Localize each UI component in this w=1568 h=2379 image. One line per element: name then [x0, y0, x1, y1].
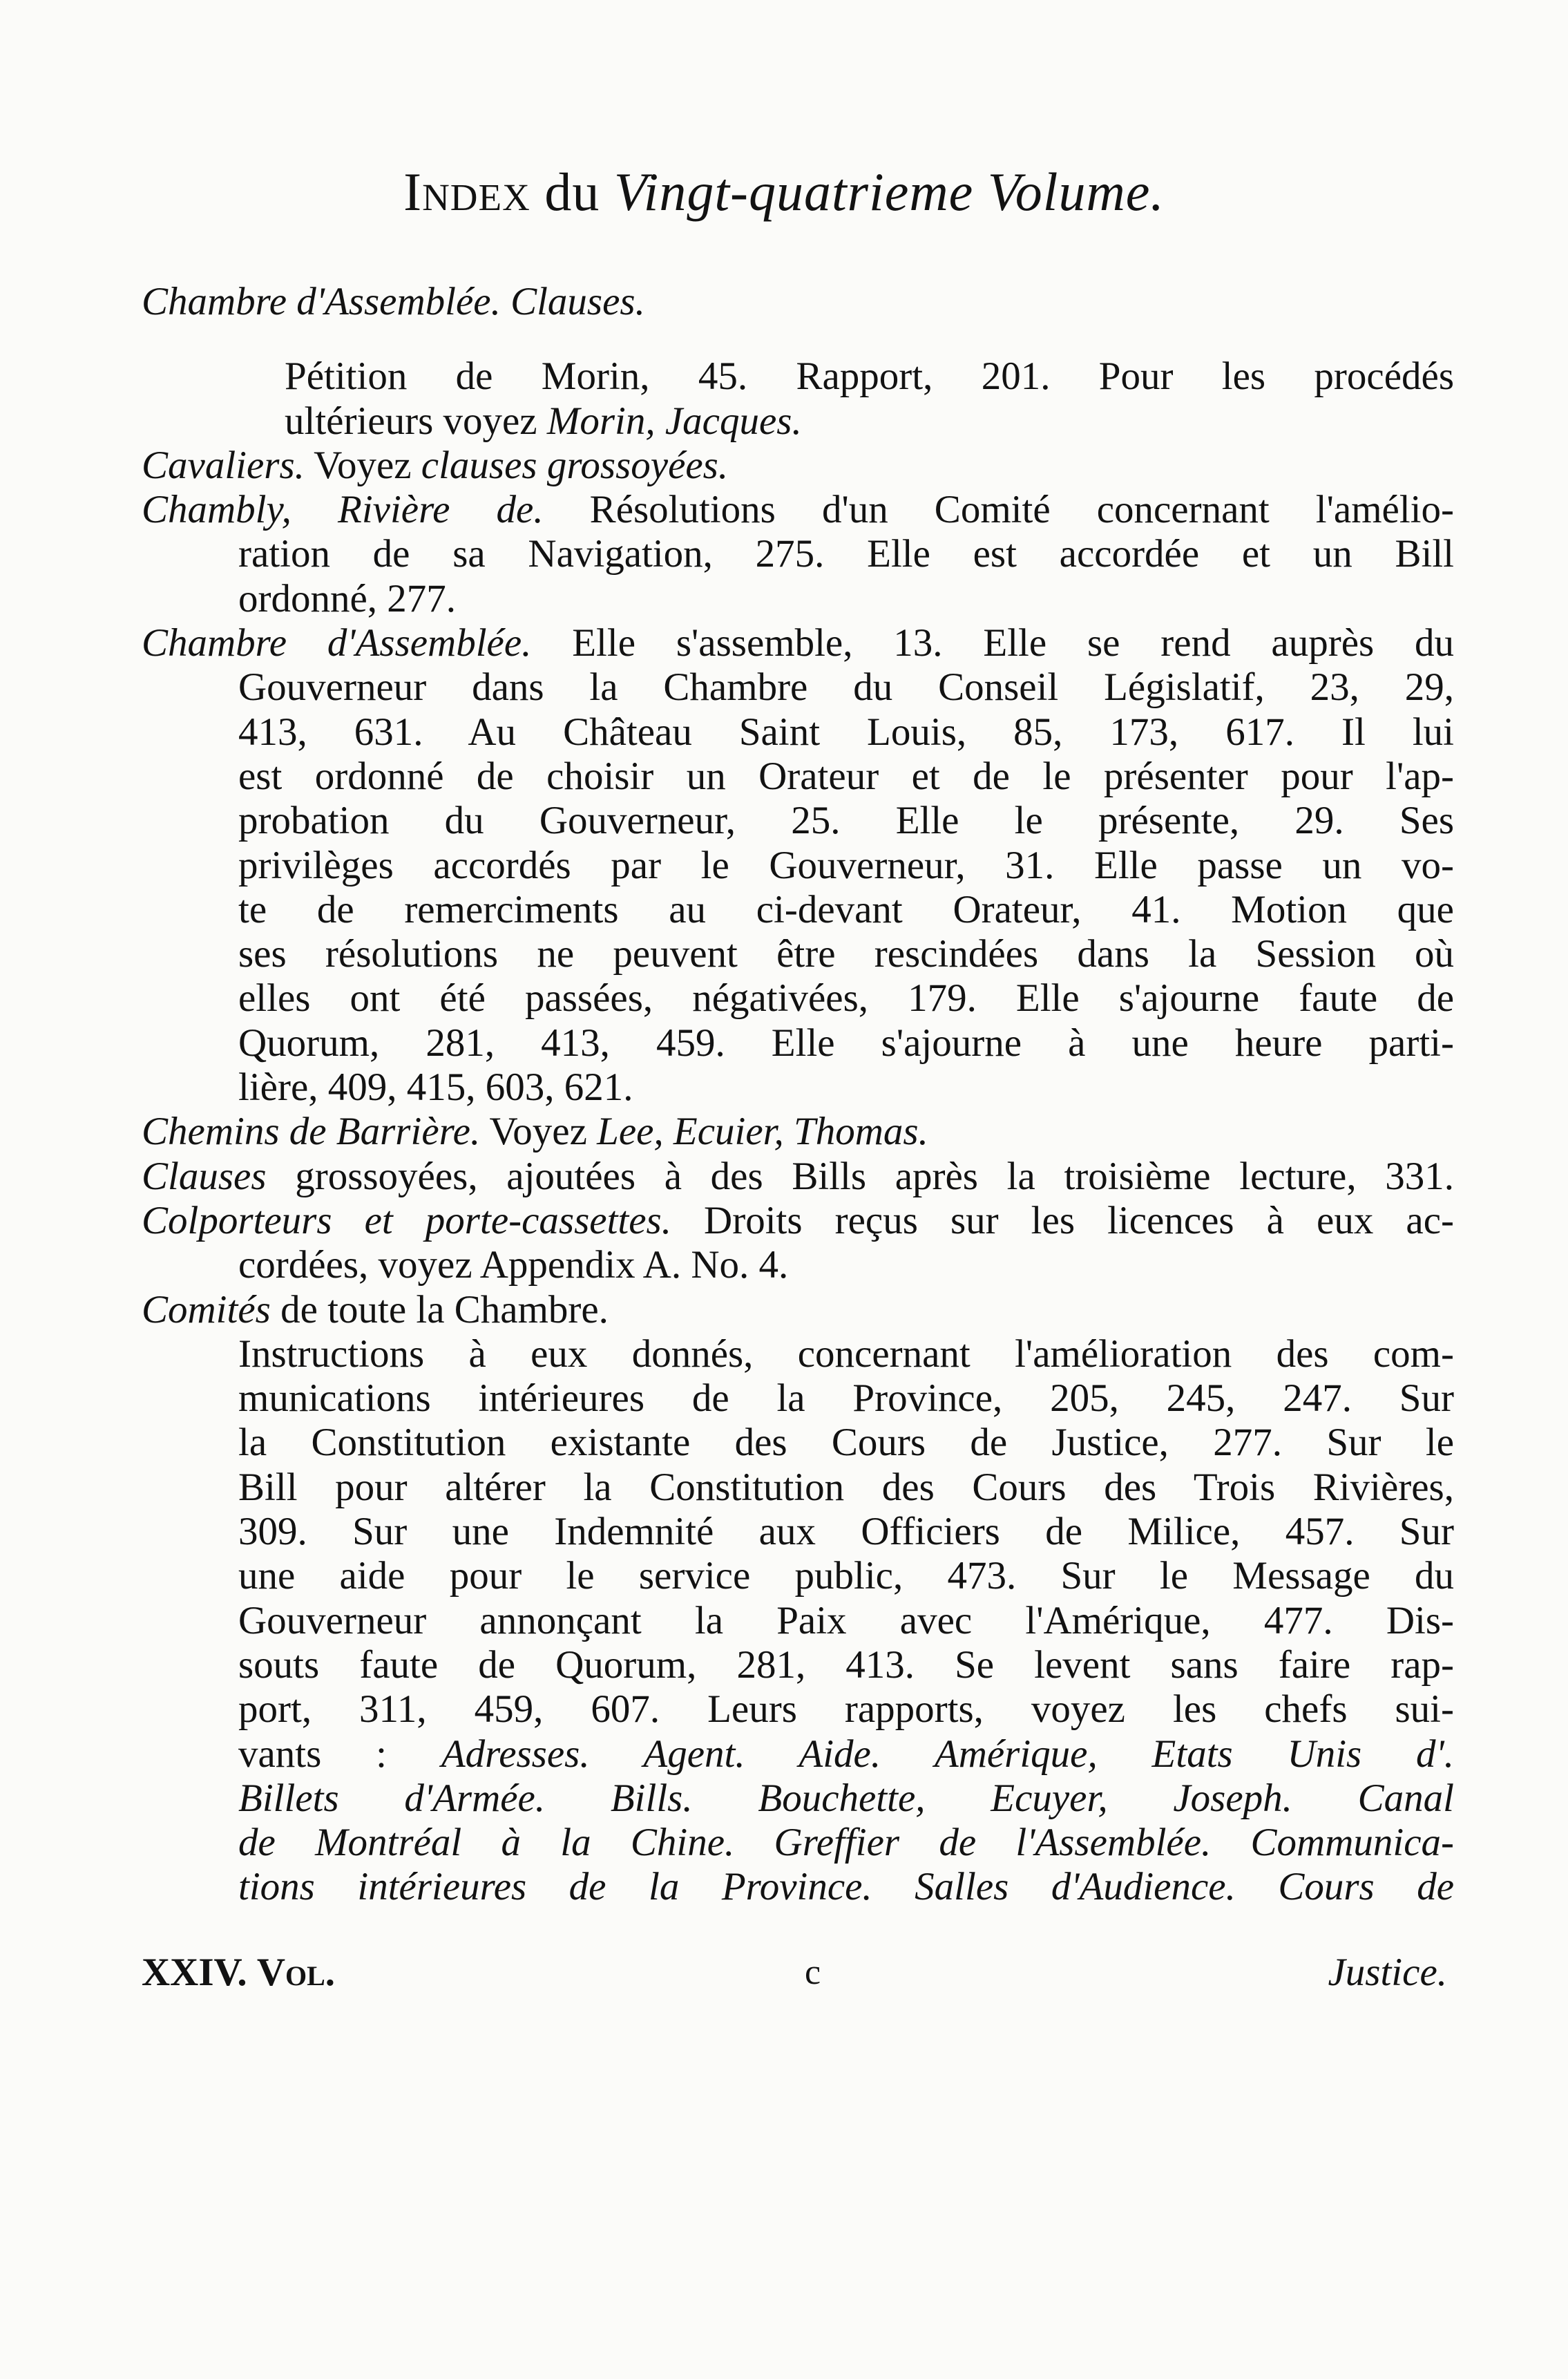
index-line [142, 1243, 1454, 1287]
index-line [142, 1421, 1454, 1465]
index-term-italic: Cavaliers. [142, 443, 305, 487]
index-term-italic: Chemins de Barrière. [142, 1110, 481, 1154]
index-text: Résolutions d'un Comité concernant l'amélio- [543, 488, 1454, 532]
index-text: Gouverneur annonçant la Paix avec l'Amérique, 477. Dis- [238, 1598, 1454, 1642]
index-term-italic: Chambly, Rivière de. [142, 488, 544, 532]
index-line [142, 532, 1454, 576]
signature-volume-number: XXIV. [142, 1951, 247, 1994]
index-line [142, 1865, 1454, 1909]
index-line [142, 710, 1454, 755]
index-line [142, 621, 1454, 665]
index-text: la Constitution existante des Cours de Justice, 277. Sur le [238, 1421, 1454, 1465]
index-line [142, 1776, 1454, 1821]
index-line [142, 1554, 1454, 1598]
index-text: ration de sa Navigation, 275. Elle est accordée et un Bill [238, 532, 1454, 576]
index-term-italic: Morin, Jacques. [546, 399, 802, 443]
index-line [142, 1021, 1454, 1065]
index-text: Droits reçus sur les licences à eux ac- [671, 1198, 1454, 1242]
index-term-italic: Comités [142, 1287, 271, 1331]
index-line [142, 1155, 1454, 1199]
title-word-index: Index [403, 162, 530, 222]
index-line [142, 799, 1454, 843]
index-line [142, 1110, 1454, 1154]
signature-volume-label: Vol. [256, 1951, 336, 1994]
index-term-italic: tions intérieures de la Province. Salles d'Audience. Cours de [238, 1865, 1454, 1909]
index-line [142, 577, 1454, 621]
index-text: Elle s'assemble, 13. Elle se rend auprès du [531, 621, 1454, 665]
index-text: ses résolutions ne peuvent être rescindées dans la Session où [238, 932, 1454, 976]
index-text: ordonné, 277. [238, 576, 457, 620]
index-text: Voyez [480, 1110, 597, 1154]
index-text: Voyez [304, 443, 421, 487]
index-term-italic: Lee, Ecuier, Thomas. [597, 1110, 928, 1154]
index-term-italic: Billets d'Armée. Bills. Bouchette, Ecuyer, Joseph. Canal [238, 1776, 1454, 1820]
index-line [142, 1599, 1454, 1643]
index-text: grossoyées, ajoutées à des Bills après la troisième lecture, 331. [266, 1154, 1454, 1198]
index-line [142, 1821, 1454, 1865]
index-text: 309. Sur une Indemnité aux Officiers de Milice, 457. Sur [238, 1510, 1454, 1554]
index-text: privilèges accordés par le Gouverneur, 31. Elle passe un vo- [238, 843, 1454, 887]
index-text: de toute la Chambre. [270, 1287, 609, 1331]
index-line [142, 1643, 1454, 1687]
gathering-mark: c [805, 1953, 821, 1992]
index-line [142, 755, 1454, 799]
index-text: probation du Gouverneur, 25. Elle le présente, 29. Ses [238, 799, 1454, 843]
index-line [142, 844, 1454, 888]
title-word-vingt-quatrieme: Vingt-quatrieme [613, 162, 974, 222]
index-text: Pétition de Morin, 45. Rapport, 201. Pour les procédés [285, 354, 1454, 399]
index-line [142, 488, 1454, 532]
index-text: te de remerciments au ci-devant Orateur, 41. Motion que [238, 887, 1454, 931]
index-line [142, 1510, 1454, 1554]
page-title [0, 158, 1568, 227]
index-text: Bill pour altérer la Constitution des Cours des Trois Rivières, [238, 1465, 1454, 1509]
index-line [142, 932, 1454, 976]
index-line [142, 399, 1454, 444]
index-term-italic: Adresses. Agent. Aide. Amérique, Etats Unis d'. [441, 1732, 1454, 1776]
index-line [142, 1288, 1454, 1332]
index-text: Quorum, 281, 413, 459. Elle s'ajourne à une heure parti- [238, 1021, 1454, 1065]
index-text: souts faute de Quorum, 281, 413. Se levent sans faire rap- [238, 1642, 1454, 1687]
signature-mark [142, 1951, 335, 1995]
index-line [142, 888, 1454, 932]
index-text: lière, 409, 415, 603, 621. [238, 1065, 633, 1110]
index-term-italic: Clauses [142, 1154, 267, 1198]
index-line [142, 976, 1454, 1021]
index-line [142, 1466, 1454, 1510]
index-line [142, 1065, 1454, 1110]
title-word-volume: Volume. [987, 162, 1165, 222]
index-term-italic: Chambre d'Assemblée. Clauses. [142, 280, 645, 323]
index-text: vants : [238, 1732, 441, 1776]
index-text: 413, 631. Au Château Saint Louis, 85, 173, 617. Il lui [238, 710, 1454, 754]
index-text: est ordonné de choisir un Orateur et de le présenter pour l'ap- [238, 754, 1454, 798]
index-text: port, 311, 459, 607. Leurs rapports, voyez les chefs sui- [238, 1687, 1454, 1732]
index-term-italic: Chambre d'Assemblée. [142, 621, 532, 665]
index-line [142, 1687, 1454, 1732]
index-term-italic: de Montréal à la Chine. Greffier de l'Assemblée. Communica- [238, 1821, 1454, 1865]
index-line [142, 1376, 1454, 1421]
index-text: cordées, voyez Appendix A. No. 4. [238, 1243, 789, 1287]
index-line [142, 1732, 1454, 1776]
index-term-italic: Colporteurs et porte-cassettes. [142, 1198, 671, 1242]
index-term-italic: clauses grossoyées. [421, 443, 729, 487]
catchword: Justice. [1328, 1951, 1447, 1994]
index-line [142, 280, 1454, 324]
index-line [142, 1199, 1454, 1243]
index-text: une aide pour le service public, 473. Sur le Message du [238, 1554, 1454, 1598]
title-word-du: du [544, 162, 600, 222]
index-text: elles ont été passées, négativées, 179. Elle s'ajourne faute de [238, 976, 1454, 1021]
index-text: Instructions à eux donnés, concernant l'amélioration des com- [238, 1331, 1454, 1376]
index-line [142, 665, 1454, 710]
index-line [142, 354, 1454, 399]
vertical-gap [142, 324, 1454, 354]
index-entries [142, 280, 1454, 1910]
index-line [142, 444, 1454, 488]
index-text: ultérieurs voyez [285, 399, 547, 443]
index-line [142, 1332, 1454, 1376]
index-text: Gouverneur dans la Chambre du Conseil Législatif, 23, 29, [238, 665, 1454, 710]
index-text: munications intérieures de la Province, 205, 245, 247. Sur [238, 1376, 1454, 1421]
